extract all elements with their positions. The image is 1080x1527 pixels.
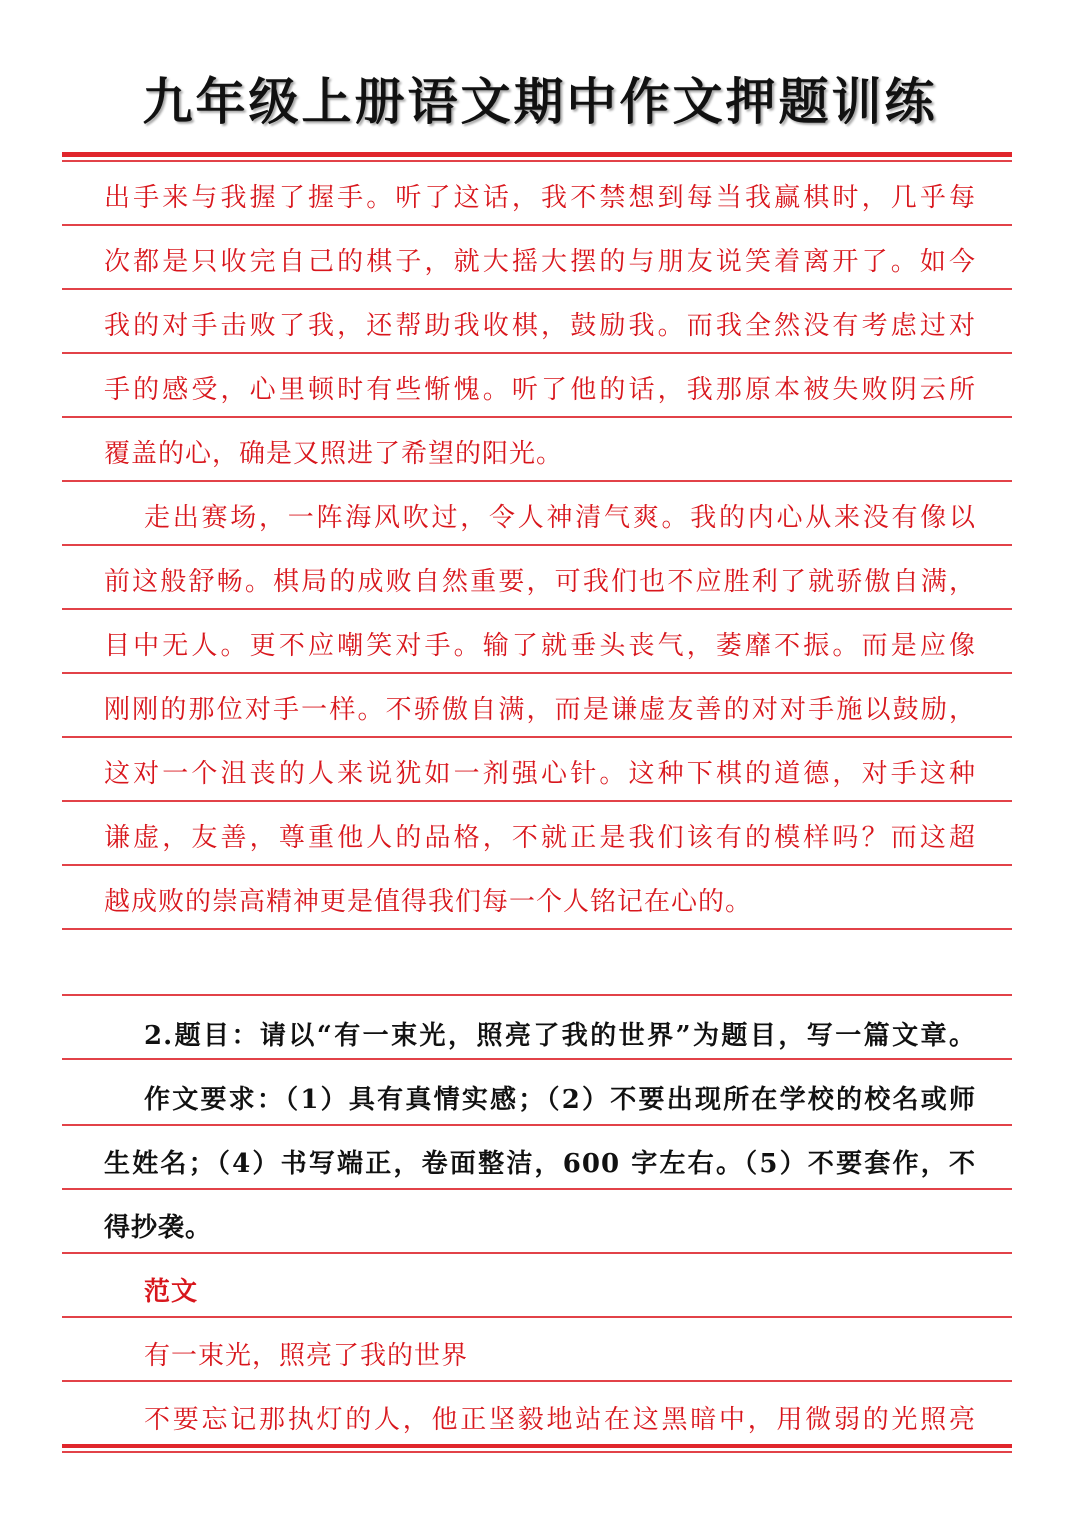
- ruled-line: [62, 480, 1012, 482]
- ruled-line: [62, 1058, 1012, 1060]
- model-essay-label: 范文: [144, 1277, 199, 1307]
- text-line: 目中无人。更不应嘲笑对手。输了就垂头丧气，萎靡不振。而是应像: [104, 631, 976, 661]
- ruled-line: [62, 672, 1012, 674]
- question-title: 2.题目：请以“有一束光，照亮了我的世界”为题目，写一篇文章。: [144, 1021, 976, 1051]
- requirements-line: 作文要求：（1）具有真情实感；（2）不要出现所在学校的校名或师: [144, 1085, 976, 1115]
- ruled-line: [62, 288, 1012, 290]
- bottom-rule: [62, 1444, 1012, 1448]
- text-line: 覆盖的心，确是又照进了希望的阳光。: [104, 439, 564, 469]
- page-title: 九年级上册语文期中作文押题训练: [142, 73, 938, 131]
- ruled-line: [62, 1188, 1012, 1190]
- text-line: 刚刚的那位对手一样。不骄傲自满，而是谦虚友善的对对手施以鼓励，: [104, 695, 976, 725]
- ruled-line: [62, 864, 1012, 866]
- ruled-line: [62, 416, 1012, 418]
- top-rule-thin: [62, 160, 1012, 162]
- essay-title: 有一束光，照亮了我的世界: [144, 1341, 469, 1371]
- text-line: 出手来与我握了握手。听了这话，我不禁想到每当我赢棋时，几乎每: [104, 183, 976, 213]
- ruled-line: [62, 1252, 1012, 1254]
- requirements-line: 得抄袭。: [104, 1213, 213, 1243]
- text-line: 谦虚，友善，尊重他人的品格，不就正是我们该有的模样吗？而这超: [104, 823, 976, 853]
- ruled-line: [62, 1124, 1012, 1126]
- text-line: 前这般舒畅。棋局的成败自然重要，可我们也不应胜利了就骄傲自满，: [104, 567, 976, 597]
- ruled-line: [62, 736, 1012, 738]
- ruled-line: [62, 1316, 1012, 1318]
- text-line: 越成败的崇高精神更是值得我们每一个人铭记在心的。: [104, 887, 753, 917]
- ruled-line: [62, 994, 1012, 996]
- paragraph-first-line: 走出赛场，一阵海风吹过，令人神清气爽。我的内心从来没有像以: [144, 503, 976, 533]
- bottom-rule-thin: [62, 1451, 1012, 1453]
- paragraph-first-line: 不要忘记那执灯的人，他正坚毅地站在这黑暗中，用微弱的光照亮: [144, 1405, 976, 1435]
- top-rule: [62, 152, 1012, 157]
- ruled-line: [62, 352, 1012, 354]
- ruled-line: [62, 224, 1012, 226]
- text-line: 我的对手击败了我，还帮助我收棋，鼓励我。而我全然没有考虑过对: [104, 311, 976, 341]
- ruled-line: [62, 544, 1012, 546]
- ruled-line: [62, 1380, 1012, 1382]
- ruled-line: [62, 928, 1012, 930]
- ruled-line: [62, 800, 1012, 802]
- text-line: 这对一个沮丧的人来说犹如一剂强心针。这种下棋的道德，对手这种: [104, 759, 976, 789]
- text-line: 次都是只收完自己的棋子，就大摇大摆的与朋友说笑着离开了。如今: [104, 247, 976, 277]
- ruled-line: [62, 608, 1012, 610]
- blank-line: [104, 946, 976, 986]
- text-line: 手的感受，心里顿时有些惭愧。听了他的话，我那原本被失败阴云所: [104, 375, 976, 405]
- requirements-line: 生姓名；（4）书写端正，卷面整洁，600 字左右。（5）不要套作，不: [104, 1149, 976, 1179]
